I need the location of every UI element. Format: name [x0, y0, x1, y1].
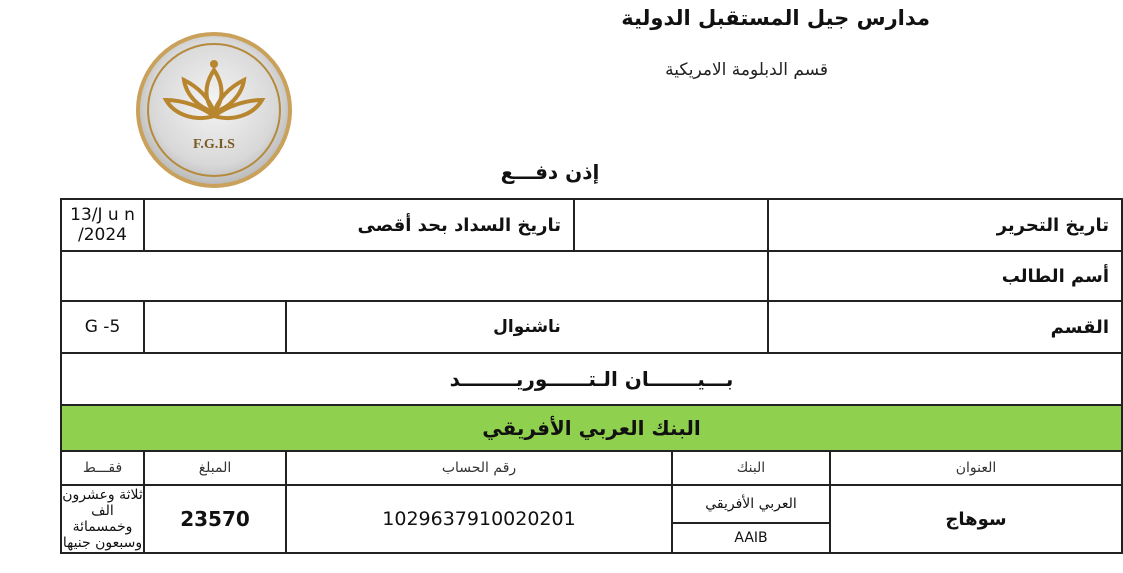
section-row [61, 301, 1122, 353]
col-account-header: رقم الحساب [286, 451, 672, 485]
deadline-value: 13/J u n /2024 [61, 199, 144, 251]
col-amount-header: المبلغ [144, 451, 286, 485]
issue-date-label: تاريخ التحرير [768, 199, 1122, 251]
row-account-number: 1029637910020201 [286, 485, 672, 553]
student-name-value [61, 251, 768, 301]
row-address: سوهاج [830, 485, 1122, 553]
row-amount-words: ثلاثة وعشرون الف وخمسمائة وسبعون جنيها [62, 487, 143, 551]
school-name: مدارس جيل المستقبل الدولية [621, 6, 930, 30]
department-name: قسم الدبلومة الامريكية [665, 60, 828, 80]
data-row-top [61, 485, 1122, 523]
section-value: ناشنوال [286, 301, 768, 353]
student-name-label: أسم الطالب [768, 251, 1122, 301]
bank-name-banner: البنك العربي الأفريقي [61, 405, 1122, 451]
deadline-label: تاريخ السداد بحد أقصى [144, 199, 574, 251]
col-only-header: فقـــط [61, 451, 144, 485]
school-logo [128, 30, 300, 190]
row-amount: 23570 [144, 485, 286, 553]
col-address-header: العنوان [830, 451, 1122, 485]
logo-text: F.G.I.S [193, 137, 235, 152]
student-row [61, 251, 1122, 301]
payment-form-table [60, 198, 1123, 554]
document-title: إذن دفـــع [500, 160, 600, 184]
date-row [61, 199, 1122, 251]
section-label: القسم [768, 301, 1122, 353]
column-header-row [61, 451, 1122, 485]
col-bank-header: البنك [672, 451, 830, 485]
issue-date-value [574, 199, 768, 251]
row-bank-name: العربي الأفريقي [672, 485, 830, 523]
row-bank-code: AAIB [672, 523, 830, 553]
section-extra [144, 301, 286, 353]
lotus-logo-icon [128, 30, 300, 190]
supply-row [61, 353, 1122, 405]
supply-statement: بـــيـــــــان الـتــــــوريــــــــد [61, 353, 1122, 405]
grade-value: G -5 [61, 301, 144, 353]
bank-name-row [61, 405, 1122, 451]
